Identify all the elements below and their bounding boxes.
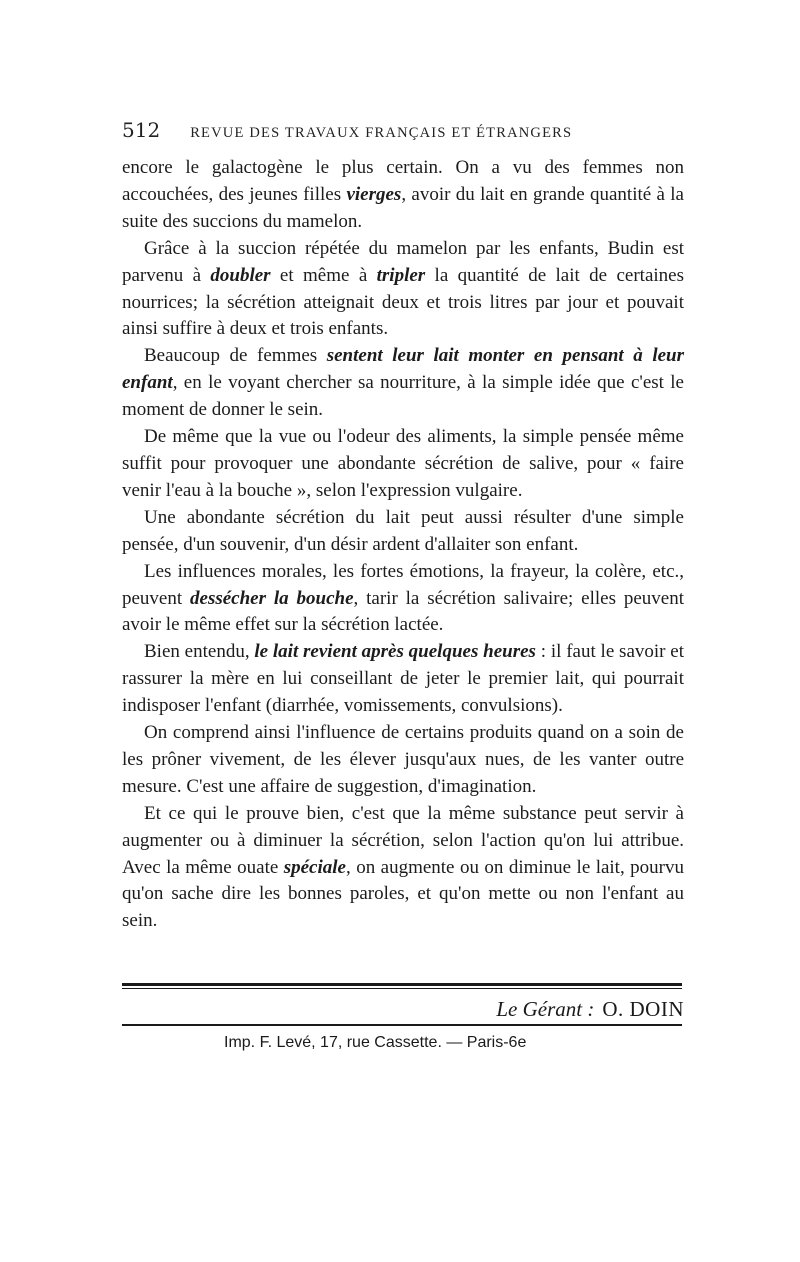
paragraph [122,559,684,640]
paragraph-emphasis: doubler [210,264,271,286]
gerant-label: Le Gérant : [496,997,595,1021]
paragraph-emphasis: tripler [376,264,426,286]
footer-rule-thin [122,988,682,989]
paragraph-text: Beaucoup de femmes [144,345,327,367]
paragraph-emphasis: spéciale [283,856,346,878]
paragraph-text: , en le voyant chercher sa nourriture, à la simple idée que c'est le moment de donner le sein. [122,372,684,421]
paragraph-emphasis: vierges [346,183,402,205]
page-number: 512 [122,118,161,142]
paragraph-emphasis: le lait revient après quelques heures [254,641,536,663]
footer-rule-thick [122,983,682,986]
gerant-name: O. DOIN [602,997,684,1021]
paragraph [122,720,684,801]
paragraph-text: De même que la vue ou l'odeur des aliments, la simple pensée même suffit pour provoquer une abondante sécrétion de salive, pour « faire venir l'eau à la bouche », selon l'expression vulgaire. [122,426,684,501]
paragraph-emphasis: sentent leur lait monter en pensant à leur enfant [122,345,684,394]
imprint-line: Imp. F. Levé, 17, rue Cassette. — Paris-6e [224,1034,527,1051]
paragraph [122,801,684,936]
paragraph-text: , on augmente ou on diminue le lait, pourvu qu'on sache dire les bonnes paroles, et qu'on mette ou non l'enfant au sein. [122,856,684,932]
imprint-rule [122,1024,682,1026]
paragraph-text: On comprend ainsi l'influence de certains produits quand on a soin de les prôner vivement, de les élever jusqu'aux nues, de les vanter outre mesure. C'est une affaire de suggestion, d'imagination. [122,722,684,797]
paragraph-text: Grâce à la succion répétée du mamelon par les enfants, Budin est parvenu à [122,237,684,286]
paragraph-text: Une abondante sécrétion du lait peut aussi résulter d'une simple pensée, d'un souvenir, d'un désir ardent d'allaiter son enfant. [122,506,684,555]
page-header [122,118,684,144]
paragraph-text: , tarir la sécrétion salivaire; elles peuvent avoir le même effet sur la sécrétion lactée. [122,587,684,636]
gerant-line [122,992,684,1026]
paragraph-text: , avoir du lait en grande quantité à la suite des succions du mamelon. [122,183,684,232]
body-text [122,155,684,935]
paragraph [122,236,684,344]
paragraph-text: la quantité de lait de certaines nourrices; la sécrétion atteignait deux et trois litres par jour et pouvait ainsi suffire à deux et trois enfants. [122,264,684,340]
paragraph-text: encore le galactogène le plus certain. On a vu des femmes non accouchées, des jeunes filles [122,157,684,205]
paragraph-text: et même à [270,264,377,286]
paragraph-emphasis: dessécher la bouche [190,587,354,609]
paragraph-text: : il faut le savoir et rassurer la mère en lui conseillant de jeter le premier lait, qui pourrait indisposer l'enfant (diarrhée, vomissements, convulsions). [122,641,684,717]
paragraph [122,505,684,559]
paragraph-text: Bien entendu, [144,641,255,663]
paragraph [122,639,684,720]
paragraph [122,424,684,505]
running-title: REVUE DES TRAVAUX FRANÇAIS ET ÉTRANGERS [190,125,573,141]
paragraph [122,155,684,236]
paragraph-text: Les influences morales, les fortes émotions, la frayeur, la colère, etc., peuvent [122,560,684,609]
paragraph [122,343,684,424]
paragraph-text: Et ce qui le prouve bien, c'est que la même substance peut servir à augmenter ou à diminuer la sécrétion, selon l'action qu'on lui attribue. Avec la même ouate [122,802,684,878]
